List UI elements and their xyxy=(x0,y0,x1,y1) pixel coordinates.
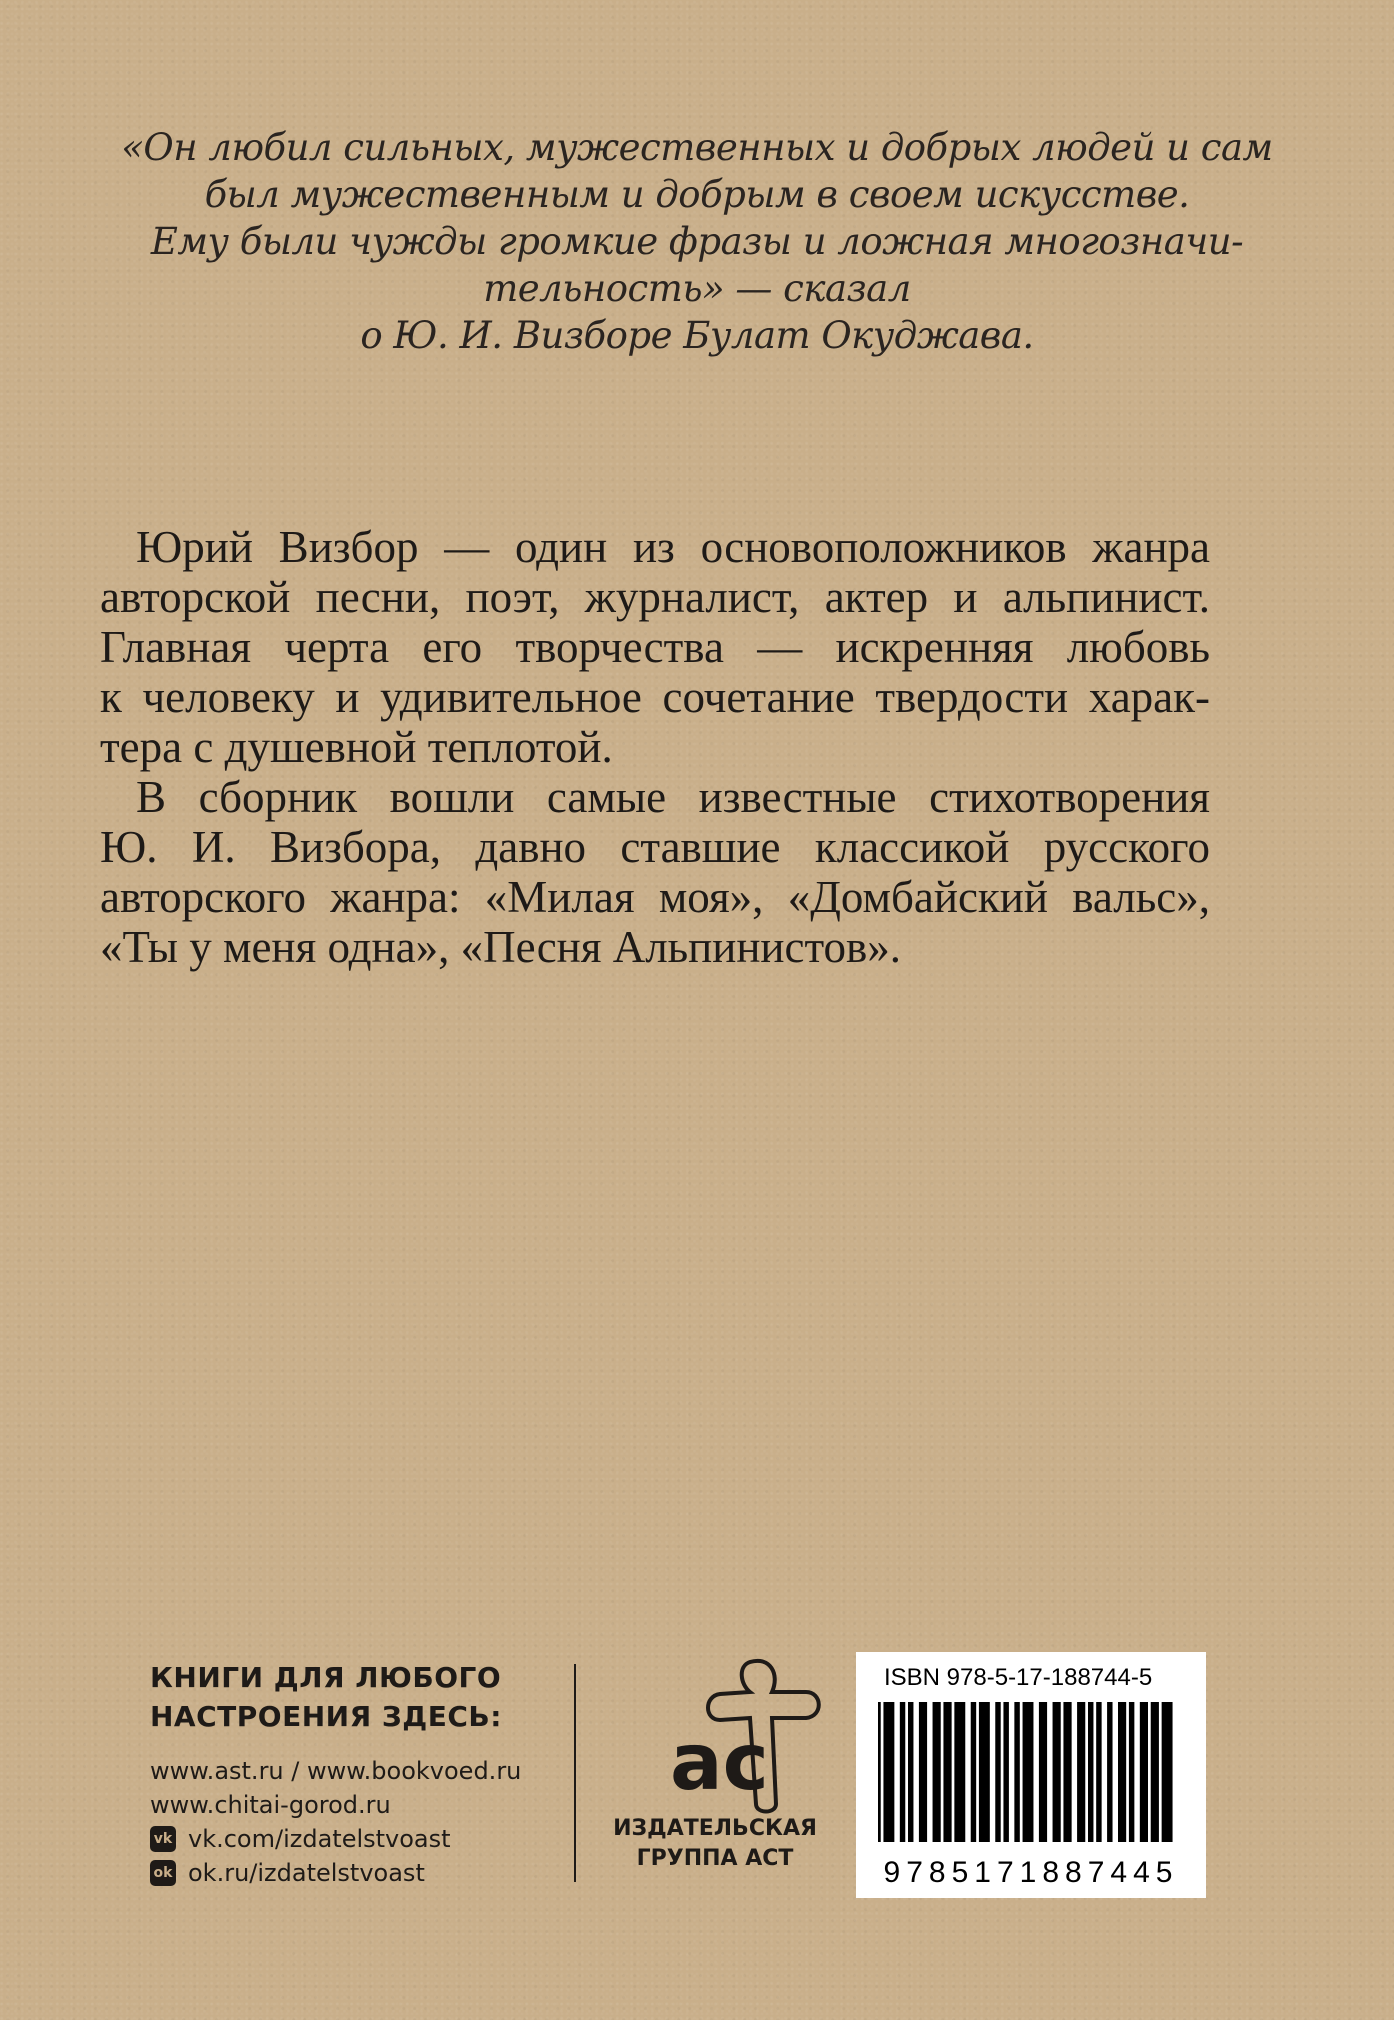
annotation-line: к человеку и удивительное сочетание твердости харак- xyxy=(100,672,1210,722)
barcode-bar xyxy=(1053,1702,1061,1842)
barcode-bar xyxy=(1140,1702,1148,1842)
barcode-bar xyxy=(1077,1702,1085,1842)
barcode-bar xyxy=(1151,1702,1159,1842)
barcode-bar xyxy=(995,1702,1000,1842)
barcode-bar xyxy=(971,1702,976,1842)
annotation-line: авторского жанра: «Милая моя», «Домбайский вальс», xyxy=(100,872,1210,922)
barcode-bar xyxy=(1107,1702,1112,1842)
publisher-caption-line: ГРУППА АСТ xyxy=(636,1846,794,1871)
vk-link-text[interactable]: vk.com/izdatelstvoast xyxy=(188,1825,451,1853)
isbn-barcode-box xyxy=(856,1652,1206,1898)
barcode-bar xyxy=(1096,1702,1101,1842)
quote-line: Ему были чужды громкие фразы и ложная многозначи- xyxy=(150,220,1244,263)
annotation-line: В сборник вошли самые известные стихотворения xyxy=(136,772,1210,822)
store-links-line[interactable]: www.chitai-gorod.ru xyxy=(150,1791,391,1819)
quote-line: о Ю. И. Визборе Булат Окуджава. xyxy=(360,314,1034,357)
barcode-bar xyxy=(1162,1702,1173,1842)
barcode-bar xyxy=(908,1702,913,1842)
ast-logo-icon xyxy=(600,1654,830,1814)
epigraph-quote xyxy=(100,124,1294,359)
ok-link-text[interactable]: ok.ru/izdatelstvoast xyxy=(188,1859,425,1887)
ok-link[interactable] xyxy=(150,1856,570,1890)
ast-logo-text: ac xyxy=(670,1718,769,1808)
barcode-bar xyxy=(919,1702,927,1842)
quote-line: был мужественным и добрым в своем искусстве. xyxy=(204,173,1190,216)
promo-block xyxy=(150,1658,570,1890)
barcode-bar xyxy=(900,1702,905,1842)
barcode-bar xyxy=(1014,1702,1019,1842)
annotation-line: Ю. И. Визбора, давно ставшие классикой русского xyxy=(100,822,1210,872)
divider xyxy=(574,1664,576,1882)
publisher-caption-line: ИЗДАТЕЛЬСКАЯ xyxy=(613,1816,817,1841)
store-links-line[interactable]: www.ast.ru / www.bookvoed.ru xyxy=(150,1757,522,1785)
vk-link[interactable] xyxy=(150,1822,570,1856)
quote-line: тельность» — сказал xyxy=(483,267,911,310)
annotation-line: авторской песни, поэт, журналист, актер и альпинист. xyxy=(100,572,1210,622)
publisher-caption xyxy=(600,1814,830,1874)
promo-title-line: НАСТРОЕНИЯ ЗДЕСЬ: xyxy=(150,1700,502,1733)
annotation-line: Главная черта его творчества — искренняя любовь xyxy=(100,622,1210,672)
barcode-bar xyxy=(1118,1702,1126,1842)
ok-icon: ok xyxy=(150,1860,176,1886)
barcode-bar xyxy=(1129,1702,1134,1842)
quote-line: «Он любил сильных, мужественных и добрых людей и сам xyxy=(121,126,1273,169)
barcode-bar xyxy=(1023,1702,1034,1842)
barcode-bar xyxy=(943,1702,951,1842)
barcode-bar xyxy=(954,1702,965,1842)
barcode-bar xyxy=(979,1702,990,1842)
vk-icon: vk xyxy=(150,1826,176,1852)
isbn-label: ISBN 978-5-17-188744-5 xyxy=(884,1664,1153,1691)
barcode-bar xyxy=(1003,1702,1008,1842)
annotation-line: «Ты у меня одна», «Песня Альпинистов». xyxy=(100,922,902,972)
barcode xyxy=(878,1702,1184,1842)
isbn-digits: 9785171887445 xyxy=(883,1856,1179,1889)
barcode-bar xyxy=(1039,1702,1047,1842)
barcode-bar xyxy=(1063,1702,1071,1842)
promo-title xyxy=(150,1658,570,1736)
annotation-text xyxy=(100,522,1210,972)
annotation-line: Юрий Визбор — один из основоположников жанра xyxy=(136,522,1210,572)
barcode-bar xyxy=(878,1702,881,1842)
barcode-bar xyxy=(883,1702,894,1842)
promo-title-line: КНИГИ ДЛЯ ЛЮБОГО xyxy=(150,1661,502,1694)
promo-links xyxy=(150,1754,570,1890)
barcode-bar xyxy=(1088,1702,1093,1842)
barcode-bar xyxy=(933,1702,941,1842)
annotation-line: тера с душевной теплотой. xyxy=(100,722,613,772)
